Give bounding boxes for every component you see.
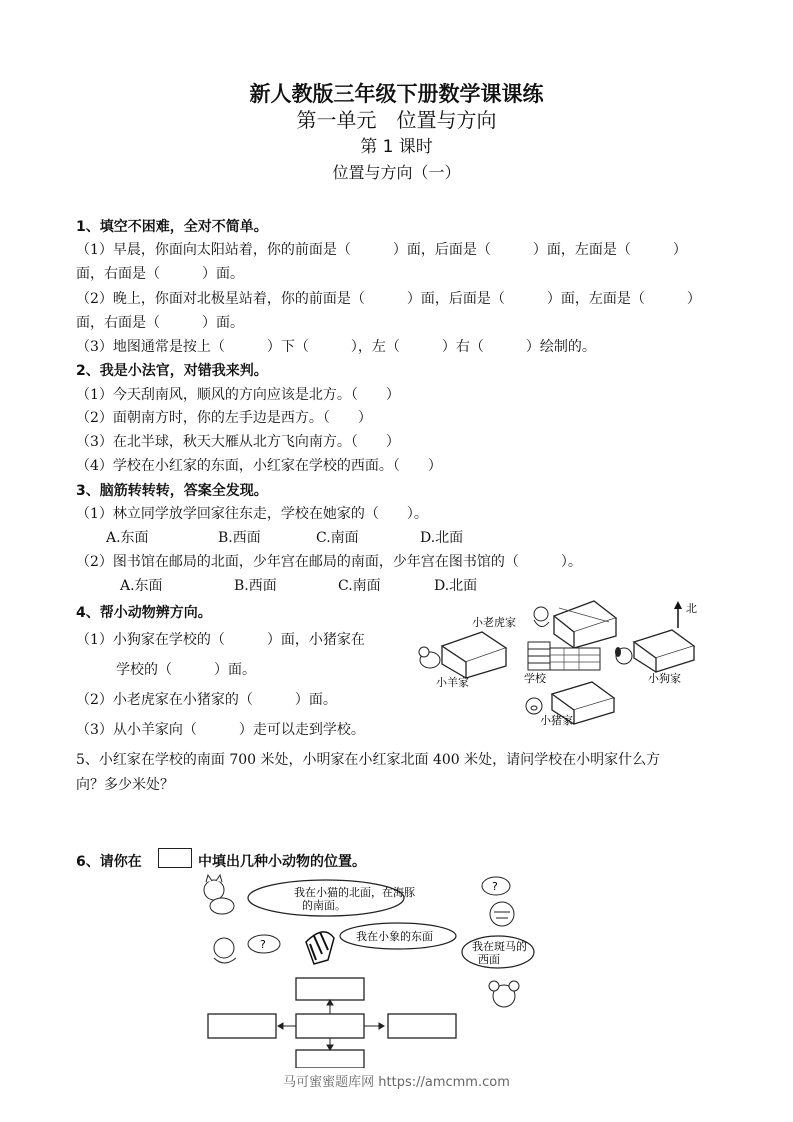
animal-houses-map — [414, 596, 714, 731]
s3-q2-option-a: A.东面 — [120, 578, 163, 594]
animal-left-illustration — [214, 938, 236, 963]
s1-line2b: 面，右面是（ ）面。 — [76, 315, 244, 331]
answer-box-right[interactable] — [388, 1014, 456, 1038]
s2-line2: （2）面朝南方时，你的左手边是西方。（ ） — [76, 410, 372, 426]
map-label-dog: 小狗家 — [648, 672, 681, 685]
question-mark-left: ? — [260, 938, 266, 951]
s2-line3: （3）在北半球，秋天大雁从北方飞向南方。（ ） — [76, 434, 400, 450]
lesson-title: 第 1 课时 — [360, 137, 433, 157]
s5-line1: 5、小红家在学校的南面 700 米处，小明家在小红家北面 400 米处，请问学校在小明家什么方 — [76, 752, 661, 768]
answer-box-center[interactable] — [296, 1014, 364, 1038]
s1-line1b: 面，右面是（ ）面。 — [76, 266, 244, 282]
s3-q1-option-b: B.西面 — [218, 530, 261, 546]
footer-watermark: 马可蜜蜜题库网 https://amcmm.com — [283, 1075, 510, 1090]
answer-box-top[interactable] — [296, 978, 364, 1000]
s3-q2-option-b: B.西面 — [234, 578, 277, 594]
s3-question2: （2）图书馆在邮局的北面，少年宫在邮局的南面，少年宫在图书馆的（ ）。 — [76, 554, 582, 570]
bubble1-line1: 我在小猫的北面，在海豚 — [294, 886, 415, 899]
s4-line3: （3）从小羊家向（ ）走可以走到学校。 — [76, 722, 365, 738]
s1-line1a: （1）早晨，你面向太阳站着，你的前面是（ ）面，后面是（ ）面，左面是（ ） — [76, 242, 687, 258]
sheep-house-illustration — [419, 632, 506, 678]
tiger-illustration — [490, 902, 514, 926]
s4-line1b: 学校的（ ）面。 — [116, 662, 256, 678]
school-building-illustration — [528, 642, 600, 670]
question-mark-right: ? — [492, 880, 498, 893]
bubble1-line2: 的南面。 — [302, 899, 346, 912]
s4-line2: （2）小老虎家在小猪家的（ ）面。 — [76, 692, 337, 708]
s3-q2-option-c: C.南面 — [338, 578, 381, 594]
map-label-north: 北 — [686, 602, 697, 615]
s1-line3: （3）地图通常是按上（ ）下（ ），左（ ）右（ ）绘制的。 — [76, 339, 596, 355]
section1-heading: 1、填空不困难，全对不简单。 — [76, 219, 268, 235]
map-label-school: 学校 — [524, 672, 546, 685]
page-title: 新人教版三年级下册数学课课练 — [249, 82, 544, 106]
mouse-illustration — [489, 981, 519, 1007]
tiger-house-illustration — [534, 601, 616, 648]
bubble3-line1: 我在斑马的 — [472, 940, 527, 953]
map-label-sheep: 小羊家 — [436, 676, 469, 689]
section6-heading-post: 中填出几种小动物的位置。 — [198, 854, 366, 870]
s3-q1-option-c: C.南面 — [316, 530, 359, 546]
unit-title: 第一单元 位置与方向 — [296, 108, 497, 132]
section6-heading-pre: 6、请你在 — [76, 854, 142, 870]
map-label-tiger: 小老虎家 — [472, 616, 516, 629]
answer-box-sample — [158, 848, 192, 868]
answer-box-bottom[interactable] — [296, 1050, 364, 1068]
answer-box-left[interactable] — [208, 1014, 276, 1038]
bubble3-line2: 西面 — [478, 953, 500, 966]
cat-illustration — [204, 875, 234, 914]
s2-line1: （1）今天刮南风，顺风的方向应该是北方。（ ） — [76, 387, 400, 403]
topic-title: 位置与方向（一） — [332, 163, 461, 182]
s2-line4: （4）学校在小红家的东面，小红家在学校的西面。（ ） — [76, 458, 442, 474]
s5-line2: 向？多少米处？ — [76, 777, 174, 793]
section4-heading: 4、帮小动物辨方向。 — [76, 605, 212, 621]
dog-house-illustration — [615, 630, 694, 672]
zebra-illustration — [306, 932, 334, 964]
section2-heading: 2、我是小法官，对错我来判。 — [76, 363, 268, 379]
s3-question1: （1）林立同学放学回家往东走，学校在她家的（ ）。 — [76, 506, 428, 522]
section3-heading: 3、脑筋转转转，答案全发现。 — [76, 483, 268, 499]
animal-positions-diagram — [196, 872, 542, 1068]
bubble2-text: 我在小象的东面 — [356, 930, 433, 943]
s3-q1-option-a: A.东面 — [106, 530, 149, 546]
s3-q2-option-d: D.北面 — [434, 578, 478, 594]
s1-line2a: （2）晚上，你面对北极星站着，你的前面是（ ）面，后面是（ ）面，左面是（ ） — [76, 291, 701, 307]
s4-line1a: （1）小狗家在学校的（ ）面，小猪家在 — [76, 632, 365, 648]
s3-q1-option-d: D.北面 — [420, 530, 464, 546]
map-label-pig: 小猪家 — [540, 714, 573, 727]
